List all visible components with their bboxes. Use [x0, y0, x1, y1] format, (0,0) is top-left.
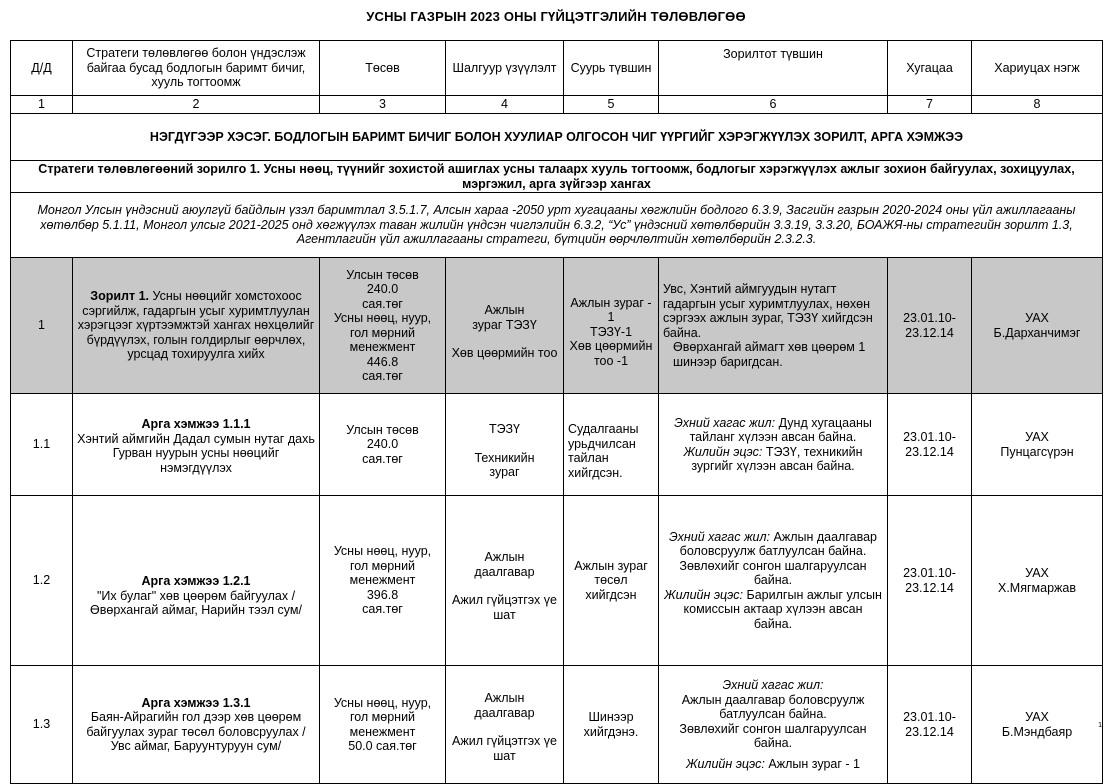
indicator-line: Техникийн зураг: [474, 450, 535, 480]
activity-description: "Их булаг" хөв цөөрөм байгуулах /Өвөрхангай аймаг, Нарийн тээл сум/: [90, 588, 302, 618]
target-text: ТЭЗҮ, техникийн зургийг хүлээн авсан байна.: [691, 444, 863, 473]
term-end: 23.12.14: [905, 325, 954, 340]
responsible-unit: УАХ: [1025, 710, 1049, 724]
objective-description: Усны нөөцийг хомстохоос сэргийлж, гадаргын усыг хуримтлуулан хэрэгцээг хүртээмжтэй хангах нөхцөлийг бүрдүүлэх, голын голдирлыг өөрчлөх, урсцад тохируулга хийх: [77, 289, 315, 362]
row-id: 1: [11, 258, 73, 394]
term-start: 23.01.10-: [903, 710, 956, 724]
activity-cell: [73, 496, 320, 666]
target-text: Ажлын зураг - 1: [768, 756, 860, 771]
header-cell: Стратеги төлөвлөгөө болон үндэслэж байгаа бусад бодлогын баримт бичиг, хууль тогтоомж: [73, 41, 320, 96]
indicator-line: Хөв цөөрмийн тоо: [451, 346, 558, 361]
target-item: [663, 445, 883, 474]
term-start: 23.01.10-: [903, 311, 956, 325]
baseline-line: Судалгааны урьдчилсан тайлан хийгдсэн.: [568, 422, 639, 480]
budget-line: сая.төг: [362, 451, 403, 466]
target-item: [663, 722, 883, 751]
row-id: 1.2: [11, 496, 73, 666]
target-text: Зөвлөхийг сонгон шалгаруулсан байна.: [679, 721, 867, 750]
header-cell: Төсөв: [320, 41, 446, 96]
target-label: Жилийн эцэс:: [683, 444, 763, 459]
header-cell: Шалгуур үзүүлэлт: [446, 41, 564, 96]
activity-cell: [73, 394, 320, 496]
target-label: Эхний хагас жил:: [722, 678, 824, 692]
column-number: 4: [446, 96, 564, 114]
plan-table: [10, 40, 1103, 784]
activity-description: Хэнтий аймгийн Дадал сумын нутаг дахь Гурван нуурын усны нөөцийг нэмэгдүүлэх: [77, 431, 315, 475]
target-label: Эхний хагас жил:: [674, 415, 776, 430]
indicator-line: Ажлын даалгавар: [474, 550, 535, 579]
column-number: 3: [320, 96, 446, 114]
responsible-cell: [972, 258, 1103, 394]
activity-title: Арга хэмжээ 1.2.1: [141, 574, 251, 589]
column-number: 5: [564, 96, 659, 114]
target-cell: [659, 666, 888, 784]
budget-cell: [320, 666, 446, 784]
indicator-line: Ажил гүйцэтгэх үе шат: [452, 734, 557, 763]
responsible-person: Б.Дарханчимэг: [993, 325, 1081, 340]
goal-row: [11, 161, 1103, 193]
header-cell: Хугацаа: [888, 41, 972, 96]
section-title: НЭГДҮГЭЭР ХЭСЭГ. БОДЛОГЫН БАРИМТ БИЧИГ БОЛОН ХУУЛИАР ОЛГОСОН ЧИГ ҮҮРГИЙГ ХЭРЭГЖҮҮЛЭХ ЗОРИЛТ, АРГА ХЭМЖЭЭ: [11, 114, 1103, 161]
budget-line: Улсын төсөв: [346, 267, 419, 282]
responsible-person: Б.Мэндбаяр: [1001, 724, 1073, 739]
header-row: [11, 41, 1103, 96]
budget-amount: 50.0 сая.төг: [348, 739, 417, 753]
budget-amount: 446.8: [366, 354, 399, 369]
responsible-person: Х.Мягмаржав: [997, 580, 1076, 595]
target-text: Ажлын даалгавар боловсруулж батлуулсан байна.: [681, 692, 865, 721]
budget-line: сая.төг: [362, 602, 403, 617]
target-item: [663, 678, 883, 693]
page-number: 1: [1098, 722, 1102, 729]
column-number: 8: [972, 96, 1103, 114]
table-row: [11, 394, 1103, 496]
target-cell: [659, 258, 888, 394]
term-end: 23.12.14: [905, 444, 954, 459]
target-label: Эхний хагас жил:: [669, 529, 771, 544]
target-item: [663, 530, 883, 559]
target-text: Барилгын ажлыг улсын комиссын актаар хүлээн авсан байна.: [683, 587, 882, 631]
responsible-cell: [972, 394, 1103, 496]
indicator-cell: [446, 666, 564, 784]
baseline-cell: [564, 666, 659, 784]
budget-amount: 240.0: [366, 437, 399, 452]
column-number: 2: [73, 96, 320, 114]
header-cell: Зорилтот түвшин: [659, 41, 888, 96]
table-row: [11, 496, 1103, 666]
responsible-unit: УАХ: [1025, 430, 1049, 444]
context-row: [11, 193, 1103, 258]
baseline-line: ТЭЗҮ-1: [589, 324, 633, 339]
page-title: УСНЫ ГАЗРЫН 2023 ОНЫ ГҮЙЦЭТГЭЛИЙН ТӨЛӨВЛӨГӨӨ: [366, 9, 746, 24]
activity-title: Арга хэмжээ 1.3.1: [141, 695, 251, 710]
baseline-cell: [564, 496, 659, 666]
budget-line: Усны нөөц, нуур, гол мөрний менежмент: [333, 695, 432, 739]
budget-line: Усны нөөц, нуур, гол мөрний менежмент: [333, 311, 432, 354]
indicator-line: Ажил гүйцэтгэх үе шат: [452, 593, 557, 622]
policy-references: Монгол Улсын үндэсний аюулгүй байдлын үзэл баримтлал 3.5.1.7, Алсын хараа -2050 урт хугацааны хөгжлийн бодлого 6.3.9, Засгийн газрын 2020-2024 оны үйл ажиллагааны хөтөлбөр 5.1.11, Монгол улсыг 2021-2025 онд хөгжүүлэх таван жилийн үндсэн чиглэлийн 6.3.2, “Ус” үндэсний хөтөлбөрийн 3.3.19, 3.3.20, БОАЖЯ-ны стратегийн зорилт 1.3, Агентлагийн үйл ажиллагааны стратеги, бүтцийн өөрчлөлтийн хөтөлбөрийн 2.3.2.3.: [11, 193, 1103, 258]
indicator-cell: [446, 496, 564, 666]
target-item: [663, 588, 883, 632]
responsible-cell: [972, 666, 1103, 784]
indicator-cell: [446, 258, 564, 394]
column-number: 6: [659, 96, 888, 114]
target-text: Зөвлөхийг сонгон шалгаруулсан байна.: [679, 558, 867, 588]
target-line: Увс, Хэнтий аймгуудын нутагт гадаргын усыг хуримтлуулах, нөхөн сэргээх ажлын зураг, ТЭЗҮ хийгдсэн байна.: [663, 282, 873, 340]
row-id: 1.3: [11, 666, 73, 784]
baseline-cell: [564, 258, 659, 394]
table-row: [11, 258, 1103, 394]
target-item: [663, 416, 883, 445]
responsible-person: Пунцагсүрэн: [1000, 444, 1074, 459]
target-text: Дунд хугацааны тайланг хүлээн авсан байна.: [689, 415, 872, 444]
budget-cell: [320, 258, 446, 394]
budget-cell: [320, 496, 446, 666]
table-row: [11, 666, 1103, 784]
target-item: [663, 693, 883, 722]
column-number: 7: [888, 96, 972, 114]
section-row: [11, 114, 1103, 161]
indicator-line: Ажлын даалгавар: [474, 691, 535, 720]
activity-title: Арга хэмжээ 1.1.1: [141, 417, 251, 431]
objective-cell: [73, 258, 320, 394]
activity-cell: [73, 666, 320, 784]
target-text: Ажлын даалгавар боловсруулж батлуулсан байна.: [679, 529, 877, 559]
row-id: 1.1: [11, 394, 73, 496]
column-number-row: [11, 96, 1103, 114]
baseline-line: Ажлын зураг төсөл хийгдсэн: [574, 558, 648, 602]
target-item: [663, 559, 883, 588]
column-number: 1: [11, 96, 73, 114]
budget-line: Улсын төсөв: [346, 422, 419, 437]
responsible-cell: [972, 496, 1103, 666]
target-line: Өвөрхангай аймагт хөв цөөрөм 1 шинээр баригдсан.: [673, 340, 866, 369]
indicator-line: ТЭЗҮ: [489, 422, 520, 437]
target-cell: [659, 496, 888, 666]
target-cell: [659, 394, 888, 496]
term-end: 23.12.14: [905, 724, 954, 739]
responsible-unit: УАХ: [1025, 311, 1049, 325]
budget-line: сая.төг: [362, 369, 403, 383]
term-start: 23.01.10-: [903, 430, 956, 444]
objective-title: Зорилт 1.: [90, 289, 149, 304]
term-end: 23.12.14: [905, 580, 954, 595]
term-cell: [888, 394, 972, 496]
target-label: Жилийн эцэс:: [664, 587, 744, 602]
budget-amount: 396.8: [366, 587, 399, 602]
indicator-cell: [446, 394, 564, 496]
target-label: Жилийн эцэс:: [686, 756, 765, 771]
budget-cell: [320, 394, 446, 496]
responsible-unit: УАХ: [1025, 566, 1049, 580]
term-cell: [888, 258, 972, 394]
budget-line: сая.төг: [362, 296, 403, 311]
term-cell: [888, 666, 972, 784]
target-item: [663, 757, 883, 772]
indicator-line: Ажлын зураг ТЭЗҮ: [472, 303, 537, 332]
header-cell: Хариуцах нэгж: [972, 41, 1103, 96]
baseline-cell: [564, 394, 659, 496]
budget-line: Усны нөөц, нуур, гол мөрний менежмент: [333, 544, 432, 588]
strategic-goal: Стратеги төлөвлөгөөний зорилго 1. Усны нөөц, түүнийг зохистой ашиглах усны талаарх хууль тогтоомж, бодлогыг хэрэгжүүлэх ажлыг зохион байгуулах, зохицуулах, мэргэжил, арга зүйгээр хангах: [11, 161, 1103, 193]
header-cell: Д/Д: [11, 41, 73, 96]
activity-description: Баян-Айрагийн гол дээр хөв цөөрөм байгуулах зураг төсөл боловсруулах /Увс аймаг, Баруунтуруун сум/: [86, 710, 306, 753]
baseline-line: Шинээр хийгдэнэ.: [583, 710, 639, 739]
term-cell: [888, 496, 972, 666]
budget-amount: 240.0: [366, 282, 399, 296]
baseline-line: Хөв цөөрмийн тоо -1: [569, 339, 653, 368]
header-cell: Суурь түвшин: [564, 41, 659, 96]
term-start: 23.01.10-: [903, 566, 956, 580]
baseline-line: Ажлын зураг - 1: [570, 295, 652, 325]
